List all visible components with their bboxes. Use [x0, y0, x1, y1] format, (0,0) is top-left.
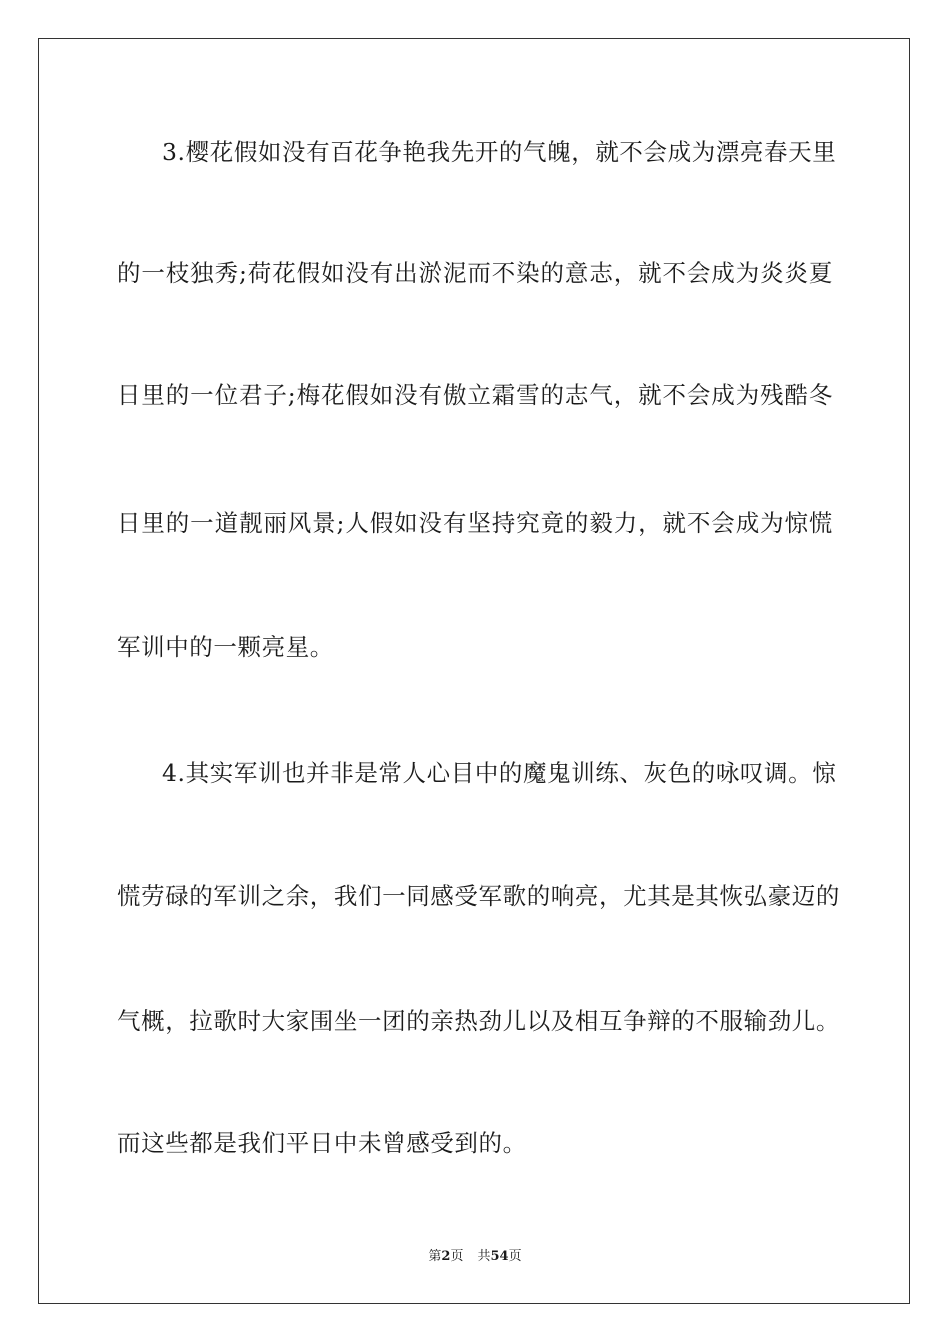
text-line: 气概，拉歌时大家围坐一团的亲热劲儿以及相互争辩的不服输劲儿。 — [117, 1007, 840, 1035]
text-line: 而这些都是我们平日中未曾感受到的。 — [117, 1129, 527, 1157]
text-line: 军训中的一颗亮星。 — [117, 633, 334, 661]
page-footer — [0, 1248, 950, 1266]
page-prefix: 第 — [428, 1249, 442, 1264]
total-suffix: 页 — [508, 1249, 522, 1264]
page-number: 2 — [441, 1249, 451, 1264]
text-line: 日里的一位君子;梅花假如没有傲立霜雪的志气，就不会成为残酷冬 — [117, 381, 833, 409]
page-suffix: 页 — [450, 1249, 464, 1264]
page-border — [38, 38, 910, 1304]
total-prefix: 共 — [477, 1249, 491, 1264]
text-line: 4.其实军训也并非是常人心目中的魔鬼训练、灰色的咏叹调。惊 — [162, 759, 837, 787]
text-line: 3.樱花假如没有百花争艳我先开的气魄，就不会成为漂亮春天里 — [162, 138, 837, 166]
text-line: 的一枝独秀;荷花假如没有出淤泥而不染的意志，就不会成为炎炎夏 — [117, 259, 833, 287]
text-line: 日里的一道靓丽风景;人假如没有坚持究竟的毅力，就不会成为惊慌 — [117, 509, 833, 537]
text-line: 慌劳碌的军训之余，我们一同感受军歌的响亮，尤其是其恢弘豪迈的 — [117, 882, 840, 910]
total-pages: 54 — [490, 1249, 509, 1264]
